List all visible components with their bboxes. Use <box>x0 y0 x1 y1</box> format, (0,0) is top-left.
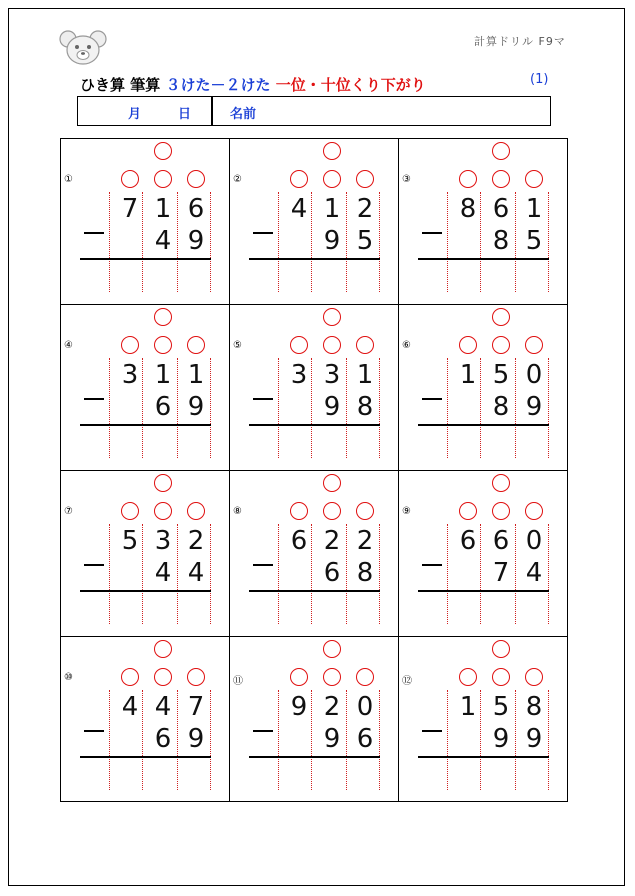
column-guide-line <box>109 192 110 292</box>
borrow-circle[interactable] <box>323 640 341 658</box>
drill-code: 計算ドリル F9マ <box>474 35 566 48</box>
digit: 8 <box>525 692 543 722</box>
borrow-circle[interactable] <box>323 336 341 354</box>
digit: 9 <box>323 724 341 754</box>
digit: 8 <box>459 194 477 224</box>
digit: 1 <box>459 360 477 390</box>
borrow-circle[interactable] <box>323 170 341 188</box>
problem-number: ② <box>233 174 242 185</box>
digit: 6 <box>492 526 510 556</box>
borrow-circle[interactable] <box>492 308 510 326</box>
digit: 7 <box>492 558 510 588</box>
problem-cell <box>60 304 229 470</box>
digit: 4 <box>154 692 172 722</box>
problem-cell <box>229 636 398 802</box>
borrow-circle[interactable] <box>187 170 205 188</box>
problem-number: ⑥ <box>402 340 411 351</box>
column-guide-line <box>109 358 110 458</box>
digit: 9 <box>187 724 205 754</box>
digit: 8 <box>492 392 510 422</box>
digit: 8 <box>356 558 374 588</box>
digit: 4 <box>290 194 308 224</box>
answer-line <box>249 590 380 592</box>
problem-number: ⑧ <box>233 506 242 517</box>
borrow-circle[interactable] <box>187 336 205 354</box>
digit: 0 <box>356 692 374 722</box>
title-operation: ひき算 筆算 <box>80 76 161 94</box>
problem-number: ① <box>64 174 73 185</box>
name-label: 名前 <box>230 107 257 122</box>
minus-sign <box>422 398 442 400</box>
problem-cell <box>60 636 229 802</box>
borrow-circle[interactable] <box>492 170 510 188</box>
digit: 9 <box>187 226 205 256</box>
problem-number: ⑨ <box>402 506 411 517</box>
minus-sign <box>84 232 104 234</box>
digit: 8 <box>492 226 510 256</box>
borrow-circle[interactable] <box>187 668 205 686</box>
answer-line <box>418 756 549 758</box>
minus-sign <box>253 730 273 732</box>
borrow-circle[interactable] <box>121 170 139 188</box>
minus-sign <box>84 398 104 400</box>
answer-line <box>418 424 549 426</box>
bear-logo-icon <box>58 30 108 66</box>
digit: 3 <box>290 360 308 390</box>
digit: 7 <box>121 194 139 224</box>
digit: 9 <box>323 226 341 256</box>
digit: 4 <box>154 558 172 588</box>
digit: 6 <box>323 558 341 588</box>
digit: 9 <box>323 392 341 422</box>
column-guide-line <box>278 192 279 292</box>
digit: 5 <box>121 526 139 556</box>
borrow-circle[interactable] <box>525 502 543 520</box>
column-guide-line <box>278 690 279 790</box>
minus-sign <box>84 564 104 566</box>
column-guide-line <box>109 524 110 624</box>
digit: 1 <box>154 194 172 224</box>
problem-number: ⑩ <box>64 672 73 683</box>
borrow-circle[interactable] <box>290 336 308 354</box>
borrow-circle[interactable] <box>459 170 477 188</box>
borrow-circle[interactable] <box>323 502 341 520</box>
digit: 1 <box>323 194 341 224</box>
digit: 1 <box>187 360 205 390</box>
borrow-circle[interactable] <box>459 502 477 520</box>
digit: 6 <box>154 724 172 754</box>
borrow-circle[interactable] <box>356 336 374 354</box>
problem-number: ④ <box>64 340 73 351</box>
problem-cell <box>229 138 398 304</box>
borrow-circle[interactable] <box>290 502 308 520</box>
borrow-circle[interactable] <box>154 668 172 686</box>
problem-cell <box>398 138 567 304</box>
answer-line <box>249 424 380 426</box>
minus-sign <box>422 564 442 566</box>
borrow-circle[interactable] <box>525 336 543 354</box>
problem-number: ⑫ <box>402 676 412 687</box>
digit: 5 <box>492 692 510 722</box>
digit: 2 <box>323 526 341 556</box>
digit: 9 <box>525 724 543 754</box>
page-title <box>80 74 426 95</box>
borrow-circle[interactable] <box>121 502 139 520</box>
borrow-circle[interactable] <box>154 142 172 160</box>
minus-sign <box>422 730 442 732</box>
problem-cell <box>398 636 567 802</box>
digit: 4 <box>187 558 205 588</box>
digit: 0 <box>525 526 543 556</box>
problem-cell <box>229 304 398 470</box>
column-guide-line <box>278 524 279 624</box>
digit: 4 <box>154 226 172 256</box>
digit: 2 <box>187 526 205 556</box>
borrow-circle[interactable] <box>492 474 510 492</box>
answer-line <box>249 258 380 260</box>
column-guide-line <box>447 358 448 458</box>
digit: 7 <box>187 692 205 722</box>
borrow-circle[interactable] <box>492 502 510 520</box>
answer-line <box>80 756 211 758</box>
borrow-circle[interactable] <box>323 308 341 326</box>
problem-number: ③ <box>402 174 411 185</box>
answer-line <box>80 258 211 260</box>
borrow-circle[interactable] <box>290 170 308 188</box>
digit: 6 <box>459 526 477 556</box>
digit: 4 <box>525 558 543 588</box>
info-box <box>77 96 551 126</box>
column-guide-line <box>278 358 279 458</box>
digit: 5 <box>492 360 510 390</box>
answer-line <box>418 258 549 260</box>
borrow-circle[interactable] <box>154 502 172 520</box>
borrow-circle[interactable] <box>154 640 172 658</box>
problem-number: ⑪ <box>233 676 243 687</box>
sheet-number: (1) <box>530 72 549 87</box>
minus-sign <box>253 564 273 566</box>
borrow-circle[interactable] <box>154 336 172 354</box>
digit: 9 <box>290 692 308 722</box>
borrow-circle[interactable] <box>492 640 510 658</box>
borrow-circle[interactable] <box>492 142 510 160</box>
problem-number: ⑦ <box>64 506 73 517</box>
digit: 9 <box>187 392 205 422</box>
borrow-circle[interactable] <box>492 336 510 354</box>
borrow-circle[interactable] <box>525 668 543 686</box>
borrow-circle[interactable] <box>356 668 374 686</box>
digit: 6 <box>492 194 510 224</box>
info-divider <box>211 96 213 126</box>
borrow-circle[interactable] <box>154 308 172 326</box>
digit: 1 <box>154 360 172 390</box>
digit: 3 <box>121 360 139 390</box>
problem-number: ⑤ <box>233 340 242 351</box>
month-label: 月 <box>128 107 142 122</box>
problem-cell <box>229 470 398 636</box>
minus-sign <box>253 398 273 400</box>
answer-line <box>80 590 211 592</box>
borrow-circle[interactable] <box>154 474 172 492</box>
answer-line <box>418 590 549 592</box>
title-digits: ３けた－２けた <box>165 76 271 94</box>
borrow-circle[interactable] <box>323 668 341 686</box>
minus-sign <box>84 730 104 732</box>
minus-sign <box>422 232 442 234</box>
borrow-circle[interactable] <box>154 170 172 188</box>
digit: 3 <box>323 360 341 390</box>
problem-cell <box>60 470 229 636</box>
problem-cell <box>398 304 567 470</box>
digit: 5 <box>356 226 374 256</box>
borrow-circle[interactable] <box>356 502 374 520</box>
borrow-circle[interactable] <box>459 668 477 686</box>
problem-cell <box>398 470 567 636</box>
answer-line <box>249 756 380 758</box>
digit: 6 <box>154 392 172 422</box>
column-guide-line <box>447 524 448 624</box>
problem-cell <box>60 138 229 304</box>
column-guide-line <box>447 690 448 790</box>
digit: 2 <box>356 526 374 556</box>
digit: 6 <box>290 526 308 556</box>
digit: 6 <box>187 194 205 224</box>
borrow-circle[interactable] <box>121 336 139 354</box>
title-borrow: 一位・十位くり下がり <box>275 76 426 94</box>
digit: 9 <box>525 392 543 422</box>
borrow-circle[interactable] <box>323 142 341 160</box>
digit: 9 <box>492 724 510 754</box>
column-guide-line <box>447 192 448 292</box>
minus-sign <box>253 232 273 234</box>
borrow-circle[interactable] <box>459 336 477 354</box>
borrow-circle[interactable] <box>356 170 374 188</box>
digit: 1 <box>356 360 374 390</box>
answer-line <box>80 424 211 426</box>
borrow-circle[interactable] <box>121 668 139 686</box>
digit: 3 <box>154 526 172 556</box>
digit: 1 <box>525 194 543 224</box>
digit: 4 <box>121 692 139 722</box>
digit: 5 <box>525 226 543 256</box>
borrow-circle[interactable] <box>492 668 510 686</box>
column-guide-line <box>109 690 110 790</box>
borrow-circle[interactable] <box>187 502 205 520</box>
digit: 0 <box>525 360 543 390</box>
digit: 2 <box>323 692 341 722</box>
day-label: 日 <box>178 107 192 122</box>
borrow-circle[interactable] <box>323 474 341 492</box>
borrow-circle[interactable] <box>525 170 543 188</box>
borrow-circle[interactable] <box>290 668 308 686</box>
digit: 1 <box>459 692 477 722</box>
digit: 8 <box>356 392 374 422</box>
digit: 2 <box>356 194 374 224</box>
digit: 6 <box>356 724 374 754</box>
